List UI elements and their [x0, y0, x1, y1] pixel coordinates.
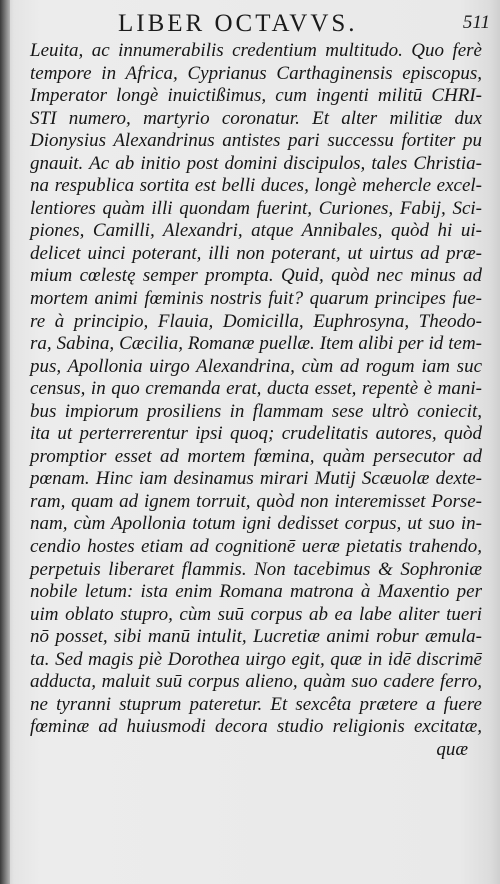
text-line: Leuita, ac innumerabilis credentium multitudo. Quo ferè: [30, 40, 482, 61]
text-line: lentiores quàm illi quondam fuerint, Curiones, Fabij, Sci-: [30, 197, 482, 219]
text-line: ta. Sed magis piè Dorothea uirgo egit, quæ in idē discrimē: [30, 648, 482, 670]
catchword-row: [30, 739, 482, 762]
text-line: gnauit. Ac ab initio post domini discipulos, tales Christia-: [30, 152, 482, 174]
text-line: Dionysius Alexandrinus antistes pari successu fortiter pu: [30, 130, 482, 152]
text-line: mortem animi fœminis nostris fuit? quarum principes fue-: [30, 288, 482, 310]
text-line: nam, cùm Apollonia totum igni dedisset corpus, ut suo in-: [30, 513, 482, 535]
text-line: perpetuis liberaret flammis. Non tacebimus & Sophroniæ: [30, 558, 482, 580]
running-title: LIBER OCTAVVS.: [118, 10, 358, 37]
text-line: nō posset, sibi manū intulit, Lucretiæ animi robur æmula-: [30, 626, 482, 648]
text-line: cendio hostes etiam ad cognitionē ueræ pietatis trahendo,: [30, 536, 482, 558]
binding-gutter: [0, 0, 10, 884]
text-line: delicet uinci poterant, illi non poterant, ut uirtus ad præ-: [30, 242, 482, 264]
text-line: uim oblato stupro, cùm suū corpus ab ea labe aliter tueri: [30, 603, 482, 625]
text-line: census, in quo cremanda erat, ducta esset, repentè è mani-: [30, 378, 482, 400]
text-line: ra, Sabina, Cæcilia, Romanæ puellæ. Item alibi per id tem-: [30, 333, 482, 355]
text-line: piones, Camilli, Alexandri, atque Annibales, quòd hi ui-: [30, 220, 482, 242]
catchword: quæ: [436, 738, 468, 760]
text-line: pœnam. Hinc iam desinamus mirari Mutij Scæuolæ dexte-: [30, 468, 482, 490]
text-line: ne tyranni stuprum pateretur. Et sexcêta prætere a fuere: [30, 693, 482, 715]
text-line: STI numero, martyrio coronatur. Et alter militiæ dux: [30, 107, 482, 129]
text-line: Imperator longè inuictißimus, cum ingenti militū CHRI-: [30, 85, 482, 107]
text-line: bus impiorum prosiliens in flammam sese ultrò coniecit,: [30, 400, 482, 422]
body-text: [30, 40, 482, 762]
text-line: tempore in Africa, Cyprianus Carthaginensis episcopus,: [30, 62, 482, 84]
running-head: [0, 10, 500, 40]
text-line: nobile letum: ista enim Romana matrona à Maxentio per: [30, 581, 482, 603]
text-line: ita ut perterrerentur ipsi quoq; crudelitatis autores, quòd: [30, 423, 482, 445]
text-line: re à principio, Flauia, Domicilla, Euphrosyna, Theodo-: [30, 310, 482, 332]
text-line: na respublica sortita est belli duces, longè mehercle excel-: [30, 175, 482, 197]
text-line: fœminæ ad huiusmodi decora studio religionis excitatæ,: [30, 716, 482, 738]
text-line: promptior esset ad mortem fœmina, quàm persecutor ad: [30, 445, 482, 467]
text-line: ram, quam ad ignem torruit, quòd non interemisset Porse-: [30, 490, 482, 512]
text-line: pus, Apollonia uirgo Alexandrina, cùm ad rogum iam suc: [30, 355, 482, 377]
page-number: 511: [462, 12, 490, 33]
text-line: adducta, maluit suū corpus alieno, quàm suo cadere ferro,: [30, 671, 482, 693]
text-line: mium cœlestę semper prompta. Quid, quòd nec minus ad: [30, 265, 482, 287]
